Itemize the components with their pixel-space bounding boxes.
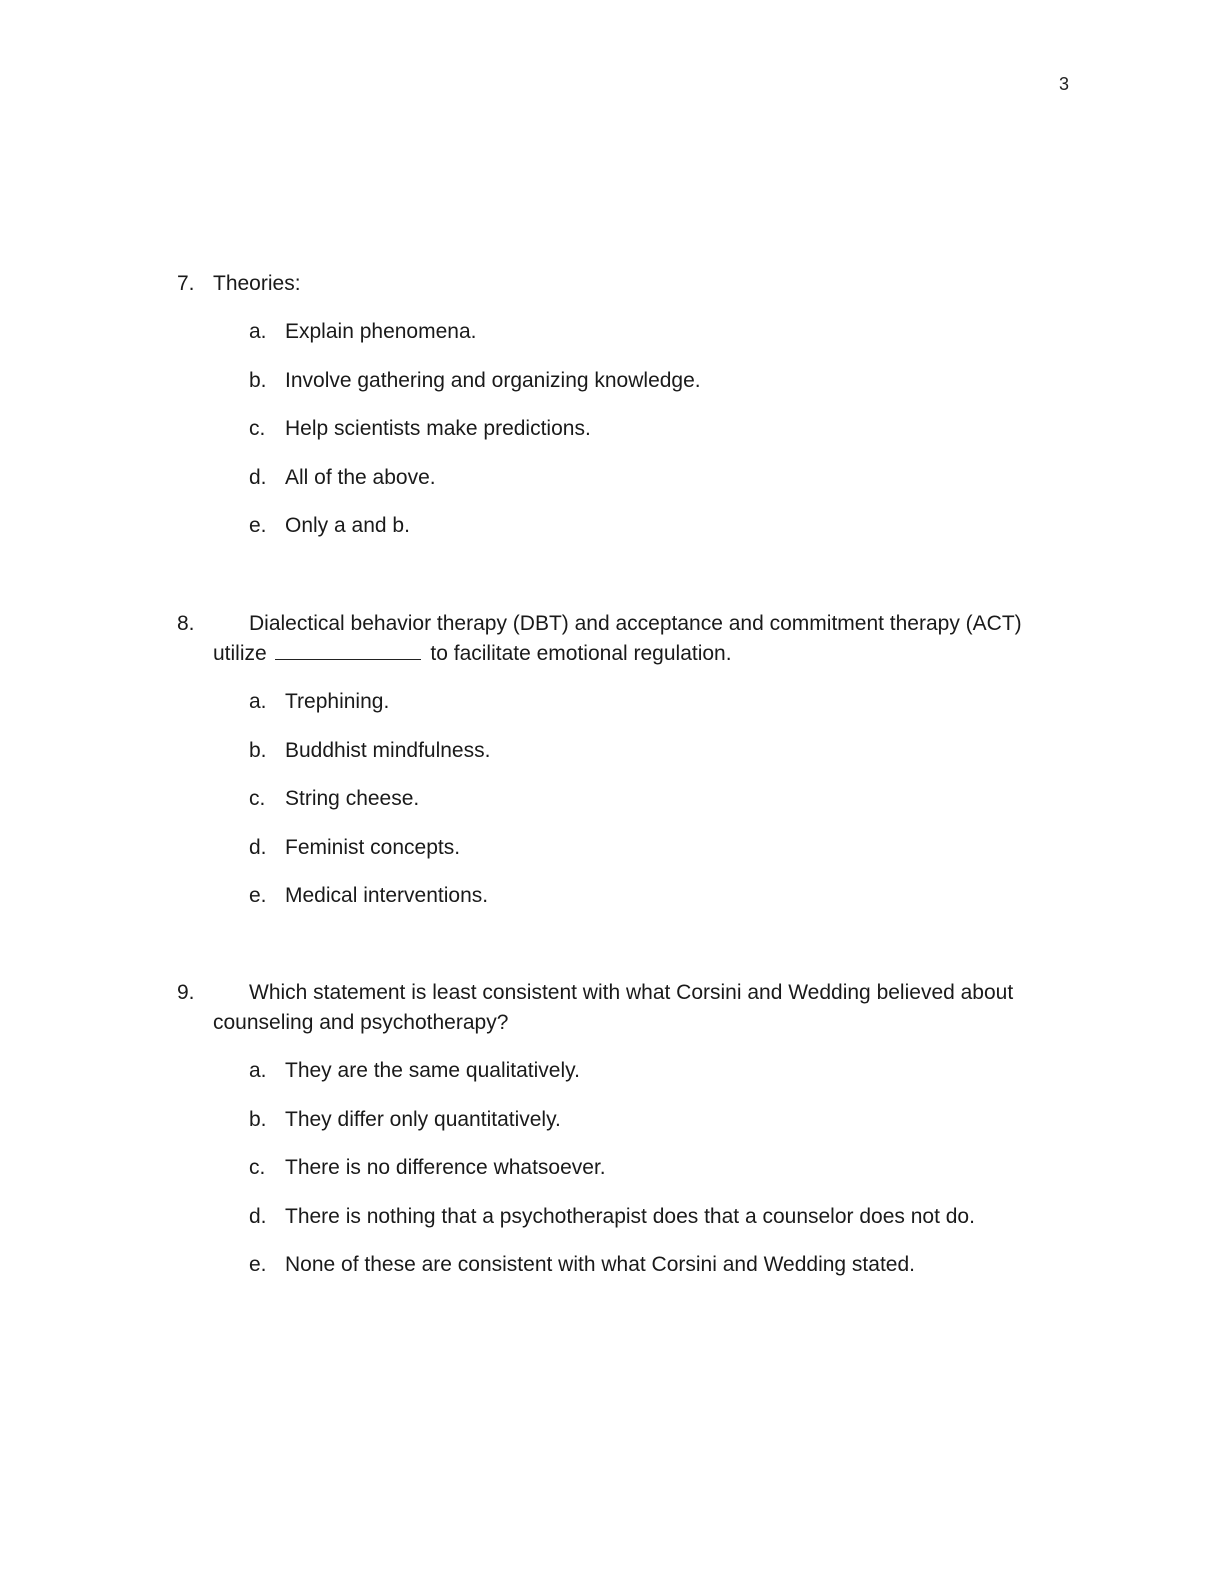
option-text: Help scientists make predictions.	[285, 417, 591, 440]
question-text-line1: Which statement is least consistent with what Corsini and Wedding believed about	[249, 981, 1014, 1004]
option-text: Explain phenomena.	[285, 320, 477, 343]
answer-options	[177, 1056, 1057, 1299]
option-letter: d.	[249, 1204, 267, 1228]
answer-option-c[interactable]	[177, 414, 1057, 463]
question-8	[177, 609, 1057, 930]
answer-option-e[interactable]	[177, 881, 1057, 930]
page-number: 3	[1058, 74, 1069, 94]
option-letter: c.	[249, 787, 266, 810]
answer-option-d[interactable]	[177, 463, 1057, 512]
option-letter: b.	[249, 368, 267, 392]
option-text: Only a and b.	[285, 514, 410, 537]
option-letter: b.	[249, 1107, 267, 1131]
option-letter: a.	[249, 690, 267, 713]
option-text: Feminist concepts.	[285, 835, 461, 859]
option-text: They differ only quantitatively.	[285, 1107, 561, 1131]
question-number: 8.	[177, 612, 195, 635]
option-text: String cheese.	[285, 787, 420, 810]
question-text-before-blank: utilize	[213, 642, 267, 665]
option-text: All of the above.	[285, 465, 436, 489]
option-text: Medical interventions.	[285, 884, 489, 907]
option-text: There is no difference whatsoever.	[285, 1156, 606, 1179]
option-letter: c.	[249, 417, 266, 440]
option-text: Involve gathering and organizing knowledge.	[285, 368, 701, 392]
option-letter: a.	[249, 320, 267, 343]
option-letter: e.	[249, 1253, 267, 1276]
question-stem	[177, 269, 1057, 299]
option-letter: d.	[249, 835, 267, 859]
fill-in-blank	[275, 639, 421, 660]
answer-option-e[interactable]	[177, 511, 1057, 560]
question-text: Theories:	[213, 272, 301, 295]
option-letter: c.	[249, 1156, 266, 1179]
answer-options	[177, 687, 1057, 930]
answer-option-b[interactable]	[177, 1105, 1057, 1154]
question-text-line1: Dialectical behavior therapy (DBT) and acceptance and commitment therapy (ACT)	[249, 612, 1022, 635]
question-stem-continued: counseling and psychotherapy?	[213, 1011, 509, 1034]
answer-options	[177, 317, 1057, 560]
option-text: None of these are consistent with what Corsini and Wedding stated.	[285, 1253, 915, 1276]
option-text: They are the same qualitatively.	[285, 1059, 580, 1082]
answer-option-a[interactable]	[177, 317, 1057, 366]
question-stem	[177, 609, 1057, 639]
answer-option-d[interactable]	[177, 1202, 1057, 1251]
question-7	[177, 269, 1057, 560]
answer-option-d[interactable]	[177, 833, 1057, 882]
option-letter: a.	[249, 1059, 267, 1082]
option-letter: d.	[249, 465, 267, 489]
question-stem-continued	[177, 639, 1057, 669]
answer-option-b[interactable]	[177, 366, 1057, 415]
option-letter: b.	[249, 738, 267, 762]
option-text: Trephining.	[285, 690, 390, 713]
answer-option-c[interactable]	[177, 1153, 1057, 1202]
question-text-after-blank: to facilitate emotional regulation.	[430, 642, 732, 665]
option-letter: e.	[249, 884, 267, 907]
answer-option-e[interactable]	[177, 1250, 1057, 1299]
question-number: 9.	[177, 981, 195, 1004]
question-9	[177, 978, 1057, 1299]
question-number: 7.	[177, 272, 195, 295]
answer-option-a[interactable]	[177, 687, 1057, 736]
answer-option-c[interactable]	[177, 784, 1057, 833]
option-text: Buddhist mindfulness.	[285, 738, 491, 762]
option-letter: e.	[249, 514, 267, 537]
answer-option-b[interactable]	[177, 736, 1057, 785]
question-stem	[177, 978, 1057, 1008]
option-text: There is nothing that a psychotherapist does that a counselor does not do.	[285, 1204, 975, 1228]
answer-option-a[interactable]	[177, 1056, 1057, 1105]
